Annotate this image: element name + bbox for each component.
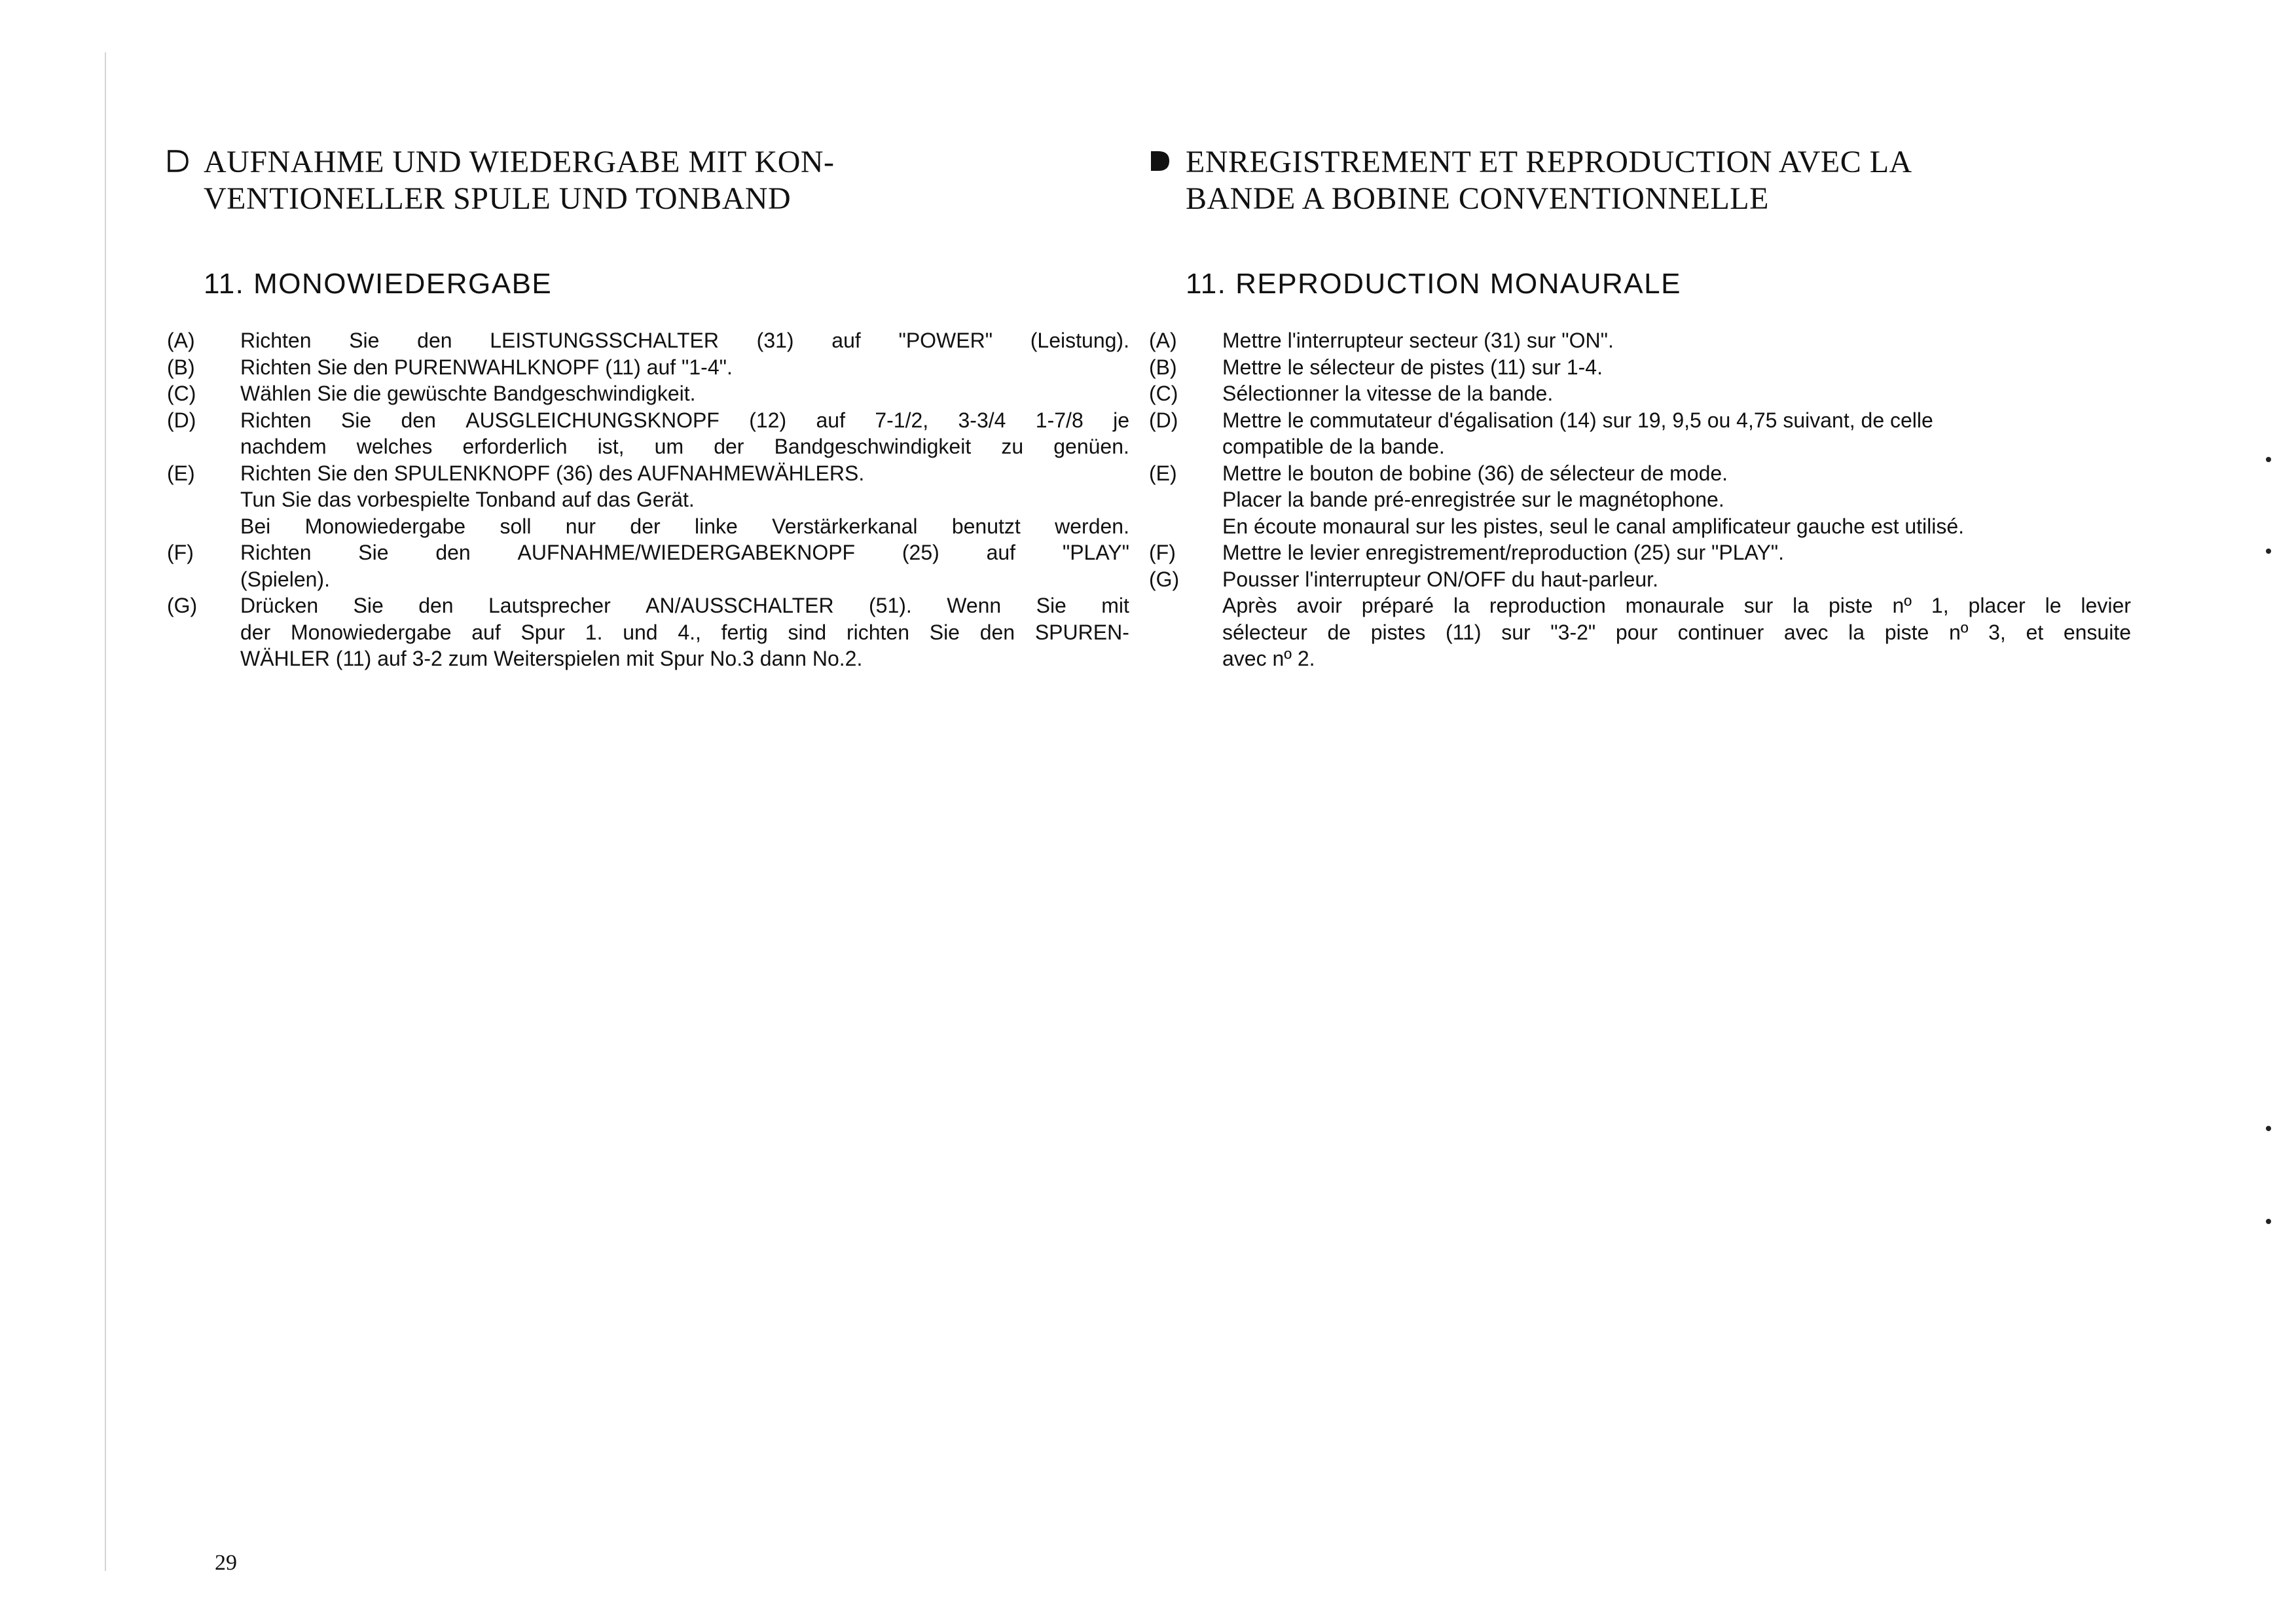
german-step-line: Drücken Sie den Lautsprecher AN/AUSSCHALTER (51). Wenn Sie mit xyxy=(240,594,1129,617)
german-step-line: Wählen Sie die gewüschte Bandgeschwindigkeit. xyxy=(240,382,696,405)
german-step-line: Richten Sie den AUSGLEICHUNGSKNOPF (12) auf 7-1/2, 3-3/4 1-7/8 je xyxy=(240,408,1129,432)
german-title-line: VENTIONELLER SPULE UND TONBAND xyxy=(204,181,792,216)
binding-margin-rule xyxy=(105,52,106,1571)
german-step-item xyxy=(167,460,1129,540)
page-number: 29 xyxy=(215,1551,237,1575)
scan-speck xyxy=(2266,457,2271,462)
french-steps xyxy=(1149,327,2131,672)
german-step-key: (A) xyxy=(167,329,195,352)
german-step-line: WÄHLER (11) auf 3-2 zum Weiterspielen mit Spur No.3 dann No.2. xyxy=(240,647,863,670)
german-step-key: (E) xyxy=(167,461,195,485)
filled-arrow-icon xyxy=(1149,145,1186,182)
german-section-title xyxy=(204,144,835,217)
scan-speck xyxy=(2266,1126,2271,1131)
german-title-line: AUFNAHME UND WIEDERGABE MIT KON- xyxy=(204,145,835,179)
german-step-key: (F) xyxy=(167,541,194,564)
french-step-key: (E) xyxy=(1149,461,1177,485)
french-step-line: Mettre le levier enregistrement/reproduction (25) sur "PLAY". xyxy=(1222,541,1785,564)
french-step-key: (B) xyxy=(1149,355,1177,379)
french-step-item xyxy=(1149,354,2131,381)
scan-speck xyxy=(2266,1219,2271,1224)
german-step-text xyxy=(240,407,1129,460)
german-subsection-title: 11. MONOWIEDERGABE xyxy=(204,268,553,300)
german-steps xyxy=(167,327,1129,672)
german-step-text xyxy=(240,460,1129,540)
german-column xyxy=(167,144,1129,672)
french-title-line: ENREGISTREMENT ET REPRODUCTION AVEC LA xyxy=(1186,145,1912,179)
german-step-item xyxy=(167,592,1129,672)
german-step-text xyxy=(240,327,1129,354)
german-step-line: Richten Sie den PURENWAHLKNOPF (11) auf "1-4". xyxy=(240,355,733,379)
french-step-key: (D) xyxy=(1149,408,1178,432)
french-step-key: (G) xyxy=(1149,567,1180,591)
french-step-text xyxy=(1222,566,2131,672)
french-step-text xyxy=(1222,354,2131,381)
french-title-line: BANDE A BOBINE CONVENTIONNELLE xyxy=(1186,181,1769,216)
scan-speck xyxy=(2266,549,2271,554)
german-step-text xyxy=(240,539,1129,592)
german-step-line: nachdem welches erforderlich ist, um der Bandgeschwindigkeit zu genüen. xyxy=(240,435,1129,458)
french-step-line: Pousser l'interrupteur ON/OFF du haut-parleur. xyxy=(1222,567,1658,591)
french-step-line: Mettre le bouton de bobine (36) de sélecteur de mode. xyxy=(1222,461,1728,485)
french-section-heading xyxy=(1149,144,2131,217)
french-step-item xyxy=(1149,566,2131,672)
french-column xyxy=(1149,144,2131,672)
french-step-line: Mettre l'interrupteur secteur (31) sur "ON". xyxy=(1222,329,1614,352)
german-step-text xyxy=(240,592,1129,672)
french-step-line: En écoute monaural sur les pistes, seul le canal amplificateur gauche est utilisé. xyxy=(1222,514,1965,538)
german-step-line: der Monowiedergabe auf Spur 1. und 4., fertig sind richten Sie den SPUREN- xyxy=(240,620,1129,644)
german-step-key: (D) xyxy=(167,408,196,432)
french-step-line: avec nº 2. xyxy=(1222,647,1315,670)
german-step-line: (Spielen). xyxy=(240,567,330,591)
french-step-line: Mettre le sélecteur de pistes (11) sur 1-4. xyxy=(1222,355,1603,379)
french-step-text xyxy=(1222,539,2131,566)
french-step-line: Placer la bande pré-enregistrée sur le magnétophone. xyxy=(1222,488,1724,511)
french-step-text xyxy=(1222,407,2131,460)
french-subsection-title: 11. REPRODUCTION MONAURALE xyxy=(1186,268,1681,300)
german-step-key: (C) xyxy=(167,382,196,405)
french-step-key: (C) xyxy=(1149,382,1178,405)
french-step-line: sélecteur de pistes (11) sur "3-2" pour continuer avec la piste nº 3, et ensuite xyxy=(1222,620,2131,644)
outline-arrow-icon xyxy=(167,145,204,182)
french-step-text xyxy=(1222,460,2131,540)
french-step-line: Mettre le commutateur d'égalisation (14) sur 19, 9,5 ou 4,75 suivant, de celle xyxy=(1222,408,1933,432)
french-step-item xyxy=(1149,327,2131,354)
german-step-text xyxy=(240,354,1129,381)
french-step-item xyxy=(1149,380,2131,407)
french-step-key: (F) xyxy=(1149,541,1176,564)
french-step-line: compatible de la bande. xyxy=(1222,435,1445,458)
french-step-line: Après avoir préparé la reproduction monaurale sur la piste nº 1, placer le levier xyxy=(1222,594,2131,617)
german-step-line: Richten Sie den AUFNAHME/WIEDERGABEKNOPF (25) auf "PLAY" xyxy=(240,541,1129,564)
french-step-text xyxy=(1222,380,2131,407)
german-step-item xyxy=(167,327,1129,354)
french-step-item xyxy=(1149,407,2131,460)
german-step-line: Richten Sie den LEISTUNGSSCHALTER (31) auf "POWER" (Leistung). xyxy=(240,329,1129,352)
german-step-line: Bei Monowiedergabe soll nur der linke Verstärkerkanal benutzt werden. xyxy=(240,514,1129,538)
french-step-key: (A) xyxy=(1149,329,1177,352)
german-step-line: Richten Sie den SPULENKNOPF (36) des AUFNAHMEWÄHLERS. xyxy=(240,461,865,485)
french-step-line: Sélectionner la vitesse de la bande. xyxy=(1222,382,1554,405)
german-section-heading xyxy=(167,144,1129,217)
german-step-line: Tun Sie das vorbespielte Tonband auf das Gerät. xyxy=(240,488,695,511)
french-section-title xyxy=(1186,144,1912,217)
german-step-item xyxy=(167,407,1129,460)
german-step-text xyxy=(240,380,1129,407)
german-step-item xyxy=(167,354,1129,381)
german-step-key: (G) xyxy=(167,594,198,617)
french-step-item xyxy=(1149,460,2131,540)
german-step-item xyxy=(167,539,1129,592)
french-step-item xyxy=(1149,539,2131,566)
german-step-key: (B) xyxy=(167,355,195,379)
french-step-text xyxy=(1222,327,2131,354)
german-step-item xyxy=(167,380,1129,407)
